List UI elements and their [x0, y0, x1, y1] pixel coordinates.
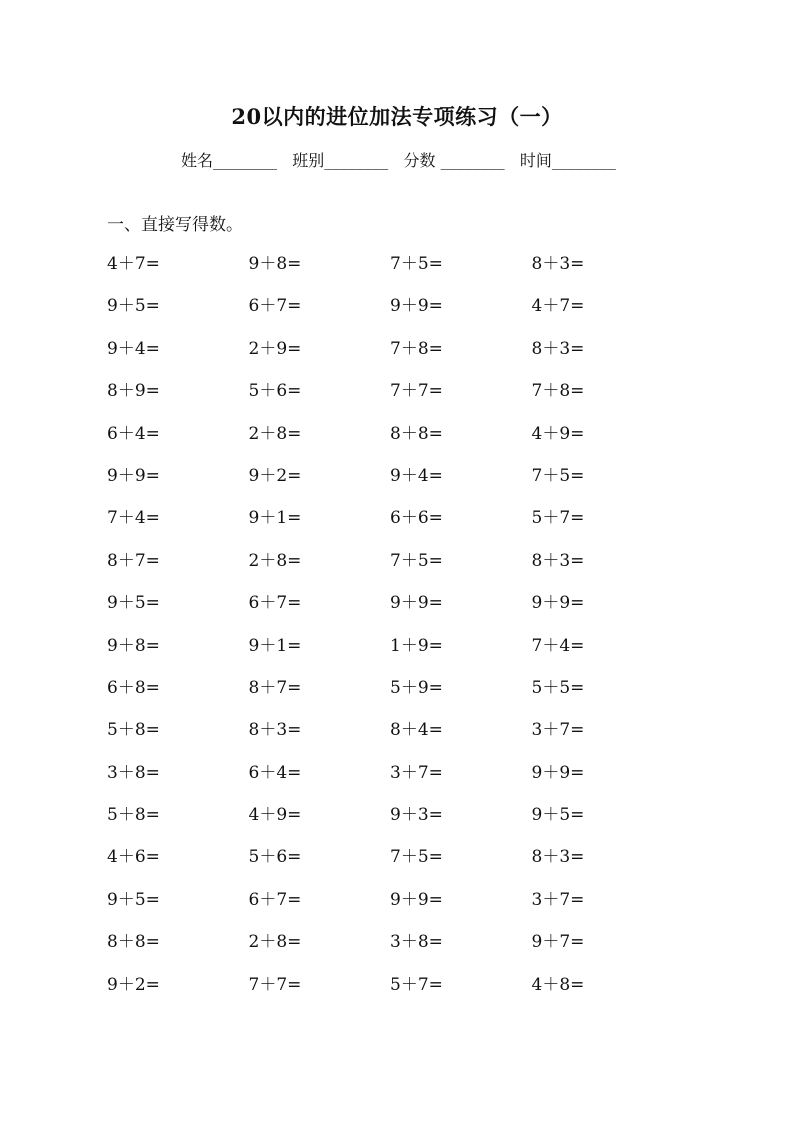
- page-title: 20以内的进位加法专项练习（一）: [231, 104, 563, 129]
- math-problem: 6＋8=: [107, 677, 160, 698]
- problem-row: [107, 677, 747, 719]
- math-problem: 4＋9=: [248, 805, 302, 826]
- math-problem: 2＋8=: [248, 932, 302, 953]
- math-problem: 9＋9=: [390, 296, 443, 317]
- math-problem: 3＋8=: [390, 932, 443, 953]
- math-problem: 9＋8=: [107, 635, 160, 656]
- problem-row: [107, 550, 747, 592]
- math-problem: 2＋8=: [248, 423, 302, 444]
- math-problem: 5＋9=: [390, 677, 443, 698]
- math-problem: 3＋7=: [531, 889, 585, 910]
- math-problem: 4＋6=: [107, 847, 160, 868]
- math-problem: 8＋7=: [248, 677, 302, 698]
- problem-row: [107, 846, 747, 888]
- math-problem: 7＋5=: [390, 254, 443, 274]
- math-problem: 5＋5=: [531, 677, 585, 698]
- math-problem: 7＋5=: [390, 847, 443, 868]
- math-problem: 9＋9=: [107, 465, 160, 486]
- problem-row: [107, 380, 747, 422]
- problem-row: [107, 719, 747, 761]
- math-problem: 9＋7=: [531, 932, 585, 953]
- math-problem: 3＋7=: [390, 762, 443, 783]
- math-problem: 8＋9=: [107, 381, 160, 402]
- math-problem: 1＋9=: [390, 635, 443, 656]
- math-problem: 9＋5=: [107, 889, 160, 910]
- math-problem: 7＋8=: [531, 381, 585, 402]
- math-problem: 5＋8=: [107, 720, 160, 741]
- problem-row: [107, 507, 747, 549]
- math-problem: 4＋7=: [531, 296, 585, 317]
- math-problem: 6＋4=: [248, 762, 302, 783]
- math-problem: 9＋3=: [390, 805, 443, 826]
- math-problem: 9＋4=: [390, 465, 443, 486]
- math-problem: 7＋4=: [531, 635, 585, 656]
- math-problem: 5＋7=: [390, 974, 443, 995]
- math-problem: 5＋6=: [248, 847, 302, 868]
- section-heading: 一、直接写得数。: [107, 215, 243, 235]
- student-info-line: 姓名________ 班别________ 分数 ________ 时间________: [181, 151, 616, 170]
- math-problem: 8＋3=: [531, 338, 585, 359]
- math-problem: 2＋9=: [248, 338, 302, 359]
- problem-row: [107, 974, 747, 1016]
- math-problem: 9＋2=: [107, 974, 160, 995]
- math-problem: 8＋7=: [107, 550, 160, 571]
- math-problem: 5＋6=: [248, 381, 302, 402]
- math-problem: 6＋7=: [248, 889, 302, 910]
- math-problem: 5＋7=: [531, 508, 585, 529]
- math-problem: 9＋5=: [107, 296, 160, 317]
- problem-row: [107, 889, 747, 931]
- math-problem: 8＋8=: [390, 423, 443, 444]
- math-problem: 7＋5=: [531, 465, 585, 486]
- problem-row: [107, 253, 747, 295]
- math-problem: 7＋7=: [248, 974, 302, 995]
- math-problem: 9＋5=: [107, 593, 160, 614]
- problem-row: [107, 931, 747, 973]
- problem-row: [107, 465, 747, 507]
- math-problem: 6＋4=: [107, 423, 160, 444]
- math-problem: 6＋7=: [248, 593, 302, 614]
- math-problem: 9＋5=: [531, 805, 585, 826]
- problem-row: [107, 635, 747, 677]
- math-problem: 9＋9=: [531, 593, 585, 614]
- math-problem: 8＋3=: [531, 847, 585, 868]
- math-problem: 2＋8=: [248, 550, 302, 571]
- problem-grid: [107, 253, 747, 1016]
- math-problem: 9＋1=: [248, 508, 302, 529]
- math-problem: 9＋4=: [107, 338, 160, 359]
- math-problem: 8＋8=: [107, 932, 160, 953]
- math-problem: 4＋9=: [531, 423, 585, 444]
- math-problem: 7＋4=: [107, 508, 160, 529]
- math-problem: 4＋7=: [107, 254, 160, 274]
- problem-row: [107, 762, 747, 804]
- math-problem: 7＋5=: [390, 550, 443, 571]
- math-problem: 9＋8=: [248, 254, 302, 274]
- math-problem: 9＋2=: [248, 465, 302, 486]
- problem-row: [107, 804, 747, 846]
- math-problem: 5＋8=: [107, 805, 160, 826]
- problem-row: [107, 592, 747, 634]
- math-problem: 8＋3=: [531, 550, 585, 571]
- math-problem: 6＋7=: [248, 296, 302, 317]
- math-problem: 4＋8=: [531, 974, 585, 995]
- math-problem: 6＋6=: [390, 508, 443, 529]
- math-problem: 8＋3=: [248, 720, 302, 741]
- math-problem: 9＋9=: [390, 593, 443, 614]
- math-problem: 7＋7=: [390, 381, 443, 402]
- math-problem: 8＋4=: [390, 720, 443, 741]
- math-problem: 3＋8=: [107, 762, 160, 783]
- problem-row: [107, 338, 747, 380]
- math-problem: 3＋7=: [531, 720, 585, 741]
- math-problem: 7＋8=: [390, 338, 443, 359]
- problem-row: [107, 295, 747, 337]
- math-problem: 9＋9=: [531, 762, 585, 783]
- problem-row: [107, 423, 747, 465]
- math-problem: 9＋9=: [390, 889, 443, 910]
- math-problem: 9＋1=: [248, 635, 302, 656]
- math-problem: 8＋3=: [531, 254, 585, 274]
